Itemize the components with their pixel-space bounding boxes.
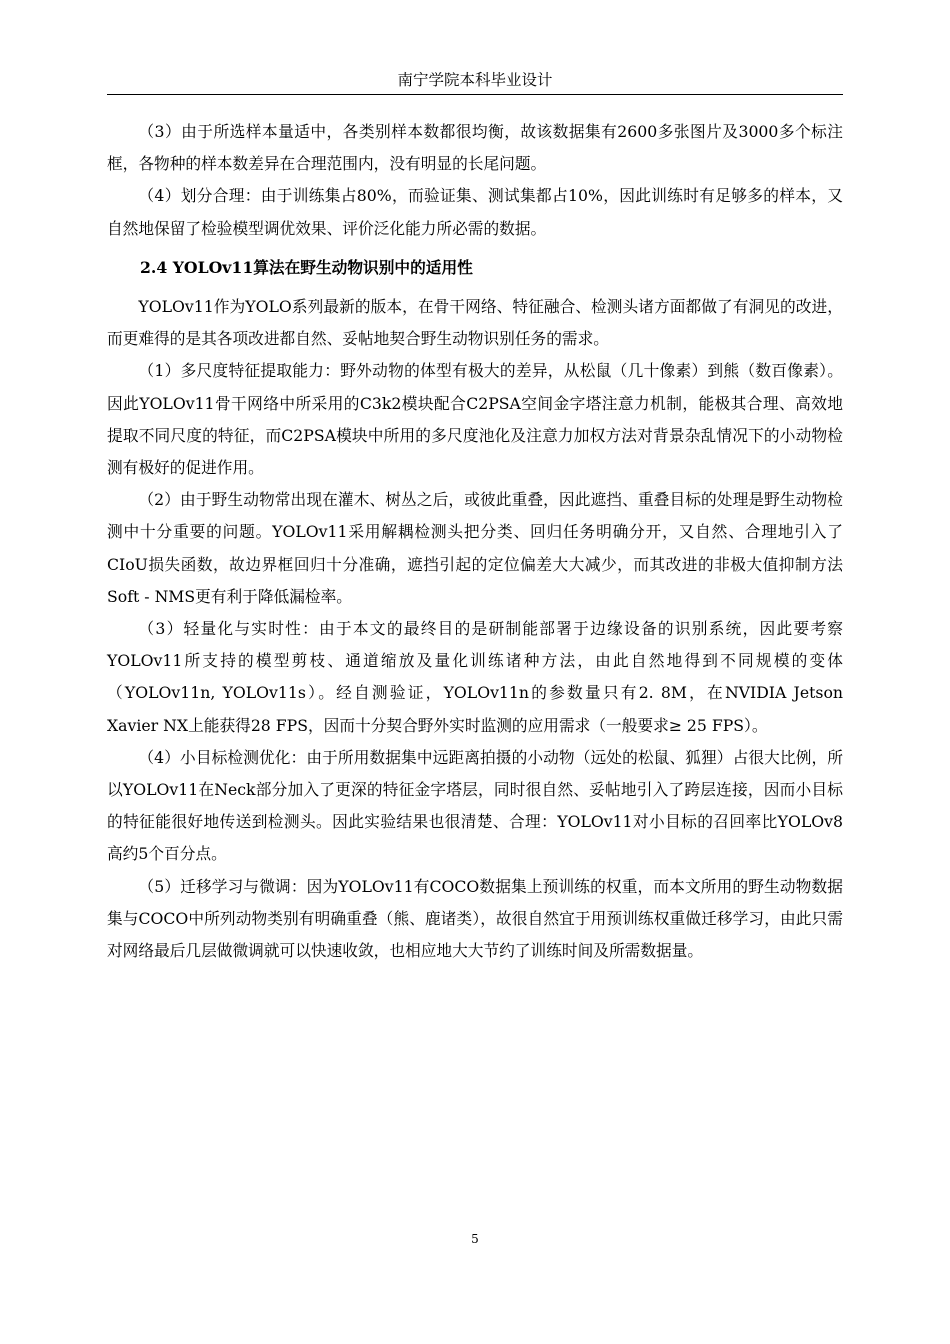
paragraph-small-object: （4）小目标检测优化：由于所用数据集中远距离拍摄的小动物（远处的松鼠、狐狸）占很大比例，所以YOLOv11在Neck部分加入了更深的特征金字塔层，同时很自然、妥帖地引入了跨层连接，因而小目标的特征能很好地传送到检测头。因此实验结果也很清楚、合理：YOLOv11对小目标的召回率比YOLOv8高约5个百分点。 bbox=[107, 747, 843, 864]
paragraph-intro: YOLOv11作为YOLO系列最新的版本，在骨干网络、特征融合、检测头诸方面都做了有洞见的改进，而更难得的是其各项改进都自然、妥帖地契合野生动物识别任务的需求。 bbox=[107, 297, 843, 349]
page-body bbox=[107, 116, 843, 967]
paragraph-multiscale: （1）多尺度特征提取能力：野外动物的体型有极大的差异，从松鼠（几十像素）到熊（数百像素）。因此YOLOv11骨干网络中所采用的C3k2模块配合C2PSA空间金字塔注意力机制，能极其合理、高效地提取不同尺度的特征，而C2PSA模块中所用的多尺度池化及注意力加权方法对背景杂乱情况下的小动物检测有极好的促进作用。 bbox=[107, 361, 843, 478]
paragraph-dataset-balance: （3）由于所选样本量适中，各类别样本数都很均衡，故该数据集有2600多张图片及3000多个标注框，各物种的样本数差异在合理范围内，没有明显的长尾问题。 bbox=[107, 122, 843, 174]
paragraph-dataset-split: （4）划分合理：由于训练集占80%，而验证集、测试集都占10%，因此训练时有足够多的样本，又自然地保留了检验模型调优效果、评价泛化能力所必需的数据。 bbox=[107, 186, 843, 238]
section-title: 2.4 YOLOv11算法在野生动物识别中的适用性 bbox=[139, 257, 473, 277]
page-number: 5 bbox=[471, 1232, 479, 1246]
paragraph-transfer-learning: （5）迁移学习与微调：因为YOLOv11有COCO数据集上预训练的权重，而本文所用的野生动物数据集与COCO中所列动物类别有明确重叠（熊、鹿诸类），故很自然宜于用预训练权重做迁移学习，由此只需对网络最后几层做微调就可以快速收敛，也相应地大大节约了训练时间及所需数据量。 bbox=[107, 876, 843, 961]
paragraph-lightweight: （3）轻量化与实时性：由于本文的最终目的是研制能部署于边缘设备的识别系统，因此要考察YOLOv11所支持的模型剪枝、通道缩放及量化训练诸种方法，由此自然地得到不同规模的变体（YOLOv11n, YOLOv11s）。经自测验证，YOLOv11n的参数量只有2. 8M，在NVIDIA Jetson Xavier NX上能获得28 FPS，因而十分契合野外实时监测的应用需求（一般要求≥ 25 FPS）。 bbox=[107, 619, 843, 735]
page-header: 南宁学院本科毕业设计 bbox=[107, 66, 843, 95]
paragraph-occlusion: （2）由于野生动物常出现在灌木、树丛之后，或彼此重叠，因此遮挡、重叠目标的处理是野生动物检测中十分重要的问题。YOLOv11采用解耦检测头把分类、回归任务明确分开，又自然、合理地引入了CIoU损失函数，故边界框回归十分准确，遮挡引起的定位偏差大大减少，而其改进的非极大值抑制方法Soft - NMS更有利于降低漏检率。 bbox=[107, 490, 843, 606]
